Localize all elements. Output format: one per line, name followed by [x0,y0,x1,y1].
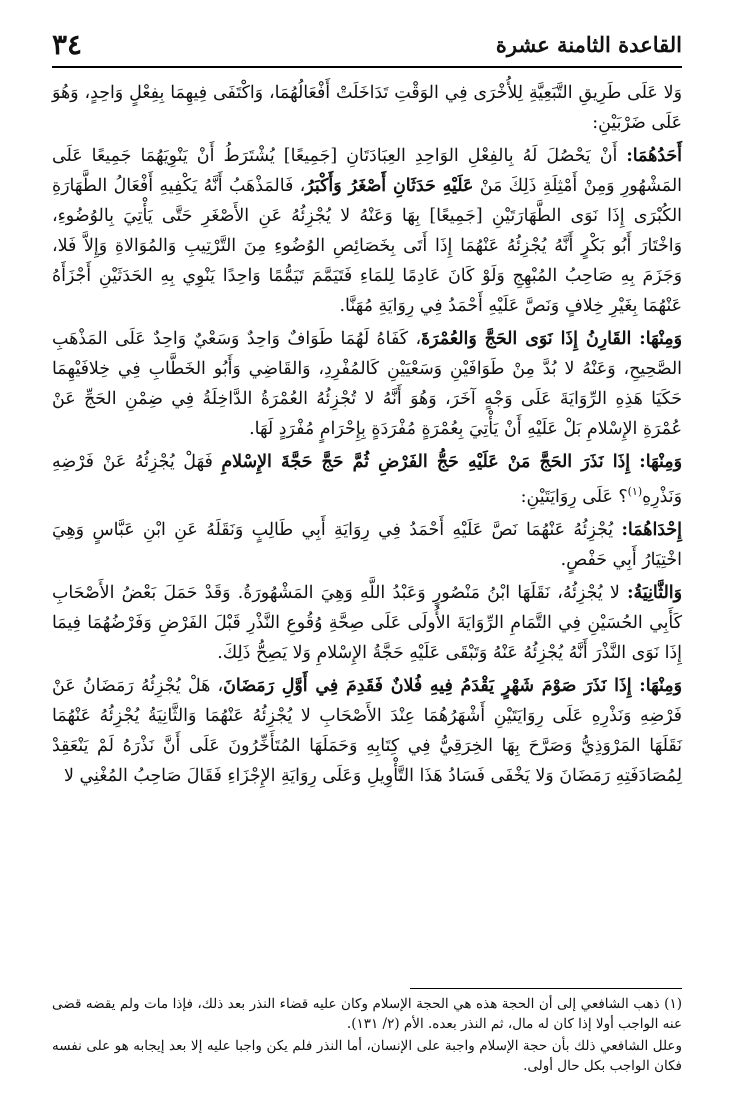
footnote-rule [410,988,682,989]
paragraph-text: لا يُجْزِئُهُ، نَقَلَهَا ابْنُ مَنْصُورٍ وَعَبْدُ اللَّهِ وَهِيَ المَشْهُورَةُ. وَقَدْ حَمَلَ بَعْضُ الأَصْحَابِ كَأَبِي الحُسَيْنِ فِي التَّمَامِ الرِّوَايَةَ الأُولَى عَلَى صِحَّةِ وُقُوعِ النَّذْرِ قَبْلَ الفَرْضِ وَفَرْضُهُمَا فِيمَا إِذَا نَوَى النَّذْرَ أَنَّهُ يُجْزِئُهُ عَنْهُ وَتَبْقَى عَلَيْهِ حَجَّةُ الإِسْلامِ وَلا يَصِحُّ ذَلِكَ. [52,582,682,663]
paragraph-lead: وَمِنْهَا: [639,452,682,472]
paragraph-lead: وَمِنْهَا: [639,675,682,696]
paragraph-first-type [52,141,682,321]
paragraph-second-narration [52,578,682,668]
page-header [52,24,682,68]
paragraph-text: ؟ عَلَى رِوَايَتَيْنِ: [520,486,628,507]
emphasis-text: عَلَيْهِ حَدَثَانِ أَصْغَرُ وَأَكْبَرُ [305,176,474,196]
emphasis-text: إِذَا نَذَرَ صَوْمَ شَهْرٍ يَقْدَمُ فِيهِ فُلانٌ فَقَدِمَ فِي أَوَّلِ رَمَضَانَ [223,675,640,696]
paragraph-text: أَنْ يَحْصُلَ لَهُ بِالفِعْلِ الوَاحِدِ العِبَادَتَانِ [جَمِيعًا] يُشْتَرَطُ أَنْ يَنْوِيَهُمَا جَمِيعًا عَلَى المَشْهُورِ وَمِنْ أَمْثِلَةِ ذَلِكَ مَنْ [52,146,682,196]
paragraph-first-narration [52,515,682,575]
paragraph-text: ، كَفَاهُ لَهُمَا طَوَافٌ وَاحِدٌ وَسَعْيٌ وَاحِدٌ عَلَى المَذْهَبِ الصَّحِيحِ، وَعَنْهُ لا بُدَّ مِنْ طَوَافَيْنِ وَسَعْيَيْنِ كَالمُفْرِدِ، وَالقَاضِي وَأَبُو الخَطَّابِ فِي خِلافَيْهِمَا حَكَيَا هَذِهِ الرِّوَايَةَ عَلَى وَجْهٍ آخَرَ، وَهُوَ أَنَّهُ لا تُجْزِئُهُ العُمْرَةُ الدَّاخِلَةُ فِي ضِمْنِ الحَجِّ عَنْ عُمْرَةِ الإِسْلامِ بَلْ عَلَيْهِ أَنْ يَأْتِيَ بِعُمْرَةٍ مُفْرَدَةٍ بِإِحْرَامٍ مُفْرَدٍ لَهَا. [52,329,682,439]
header-rule [52,66,682,68]
paragraph-intro [52,78,682,138]
footnote-1: (١) ذهب الشافعي إلى أن الحجة هذه هي الحجة الإسلام وكان عليه قضاء النذر بعد ذلك، فإذا مات ولم يقضه قضى عنه الواجب أولا إذا كان له مال، ثم النذر بعده. الأم (٢/ ١٣١). [52,996,682,1032]
footnote-reference[interactable]: (١) [627,485,643,498]
paragraph-text: فَهَلْ يُجْزِئُهُ عَنْ فَرْضِهِ وَنَذْرِهِ [52,452,682,507]
paragraph-lead: وَالثَّانِيَةُ: [627,582,682,603]
paragraph-hajj-vow [52,447,682,512]
footnote-1-continued: وعلل الشافعي ذلك بأن حجة الإسلام واجبة على الإنسان، أما النذر فلم يكن واجبا عليه إلا بعد إيجابه هو على نفسه فكان الواجب بكل حال أولى. [52,1038,682,1074]
paragraph-lead: إِحْدَاهُمَا: [621,519,682,540]
running-title: القاعدة الثامنة عشرة [495,32,682,57]
emphasis-text: القَارِنُ إِذَا نَوَى الحَجَّ وَالعُمْرَةَ [421,329,640,349]
paragraph-ramadan-vow [52,671,682,791]
paragraph-text: يُجْزِئُهُ عَنْهُمَا نَصَّ عَلَيْهِ أَحْمَدُ فِي رِوَايَةِ أَبِي طَالِبٍ وَنَقَلَهُ عَنِ ابْنِ عَبَّاسٍ وَهِيَ اخْتِيَارُ أَبِي حَفْصٍ. [52,519,682,570]
paragraph-lead: وَمِنْهَا: [639,329,682,349]
paragraph-qarin [52,324,682,444]
main-text [52,78,682,958]
paragraph-text: ، فَالمَذْهَبُ أَنَّهُ يَكْفِيهِ أَفْعَالُ الطَّهَارَةِ الكُبْرَى إِذَا نَوَى الطَّهَارَتَيْنِ [جَمِيعًا] بِهَا وَعَنْهُ لا يُجْزِئُهُ عَنِ الأَصْغَرِ حَتَّى يَأْتِيَ بِالوُضُوءِ، وَاخْتَارَ أَبُو بَكْرٍ أَنَّهُ يُجْزِئُهُ عَنْهُمَا إِذَا أَتَى بِخَصَائِصِ الوُضُوءِ مِنَ التَّرْتِيبِ وَالمُوَالاةِ وَإِلاَّ فَلا، وَجَزَمَ بِهِ صَاحِبُ المُبْهِجِ وَلَوْ كَانَ عَادِمًا لِلمَاءِ فَتَيَمَّمَ تَيَمُّمًا وَاحِدًا يَنْوِي بِهِ الحَدَثَيْنِ أَجْزَأَهُ عَنْهُمَا بِغَيْرِ خِلافٍ وَنَصَّ عَلَيْهِ أَحْمَدُ فِي رِوَايَةِ مُهَنَّا. [52,176,682,316]
paragraph-text: وَلا عَلَى طَرِيقِ التَّبَعِيَّةِ لِلأُخْرَى فِي الوَقْتِ تَدَاخَلَتْ أَفْعَالُهُمَا، وَاكْتَفَى فِيهِمَا بِفِعْلٍ وَاحِدٍ، وَهُوَ عَلَى ضَرْبَيْنِ: [52,83,682,133]
paragraph-lead: أَحَدُهُمَا: [626,146,682,166]
page-number: ٣٤ [52,28,83,61]
footnotes [52,994,682,1078]
emphasis-text: إِذَا نَذَرَ الحَجَّ مَنْ عَلَيْهِ حَجُّ الفَرْضِ ثُمَّ حَجَّ حَجَّةَ الإِسْلامِ [221,452,640,472]
paragraph-text: ، هَلْ يُجْزِئُهُ رَمَضَانُ عَنْ فَرْضِهِ وَنَذْرِهِ عَلَى رِوَايَتَيْنِ أَشْهَرُهُمَا عِنْدَ الأَصْحَابِ لا يُجْزِئُهُ عَنْهُمَا وَالثَّانِيَةُ يُجْزِئُهُ عَنْهُمَا نَقَلَهَا المَرْوَذِيُّ وَصَرَّحَ بِهَا الخِرَقِيُّ فِي كِتَابِهِ وَحَمَلَهَا المُتَأَخِّرُونَ عَلَى أَنَّ نَذْرَهُ لَمْ يَنْعَقِدْ لِمُصَادَفَتِهِ رَمَضَانَ وَلا يَخْفَى فَسَادُ هَذَا التَّأْوِيلِ وَعَلَى رِوَايَةِ الإِجْزَاءِ فَقَالَ صَاحِبُ المُغْنِي لا [52,675,682,786]
